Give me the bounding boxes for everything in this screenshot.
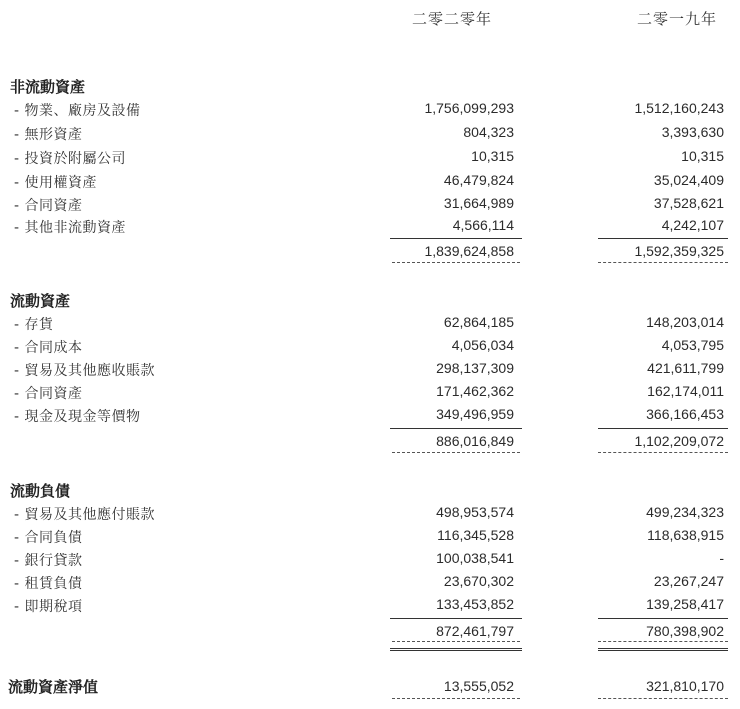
subtotal-underline (392, 452, 520, 453)
table-row (0, 406, 740, 430)
value-2020: 31,664,989 (443, 195, 514, 211)
subtotal-underline (598, 452, 728, 453)
value-2019: 499,234,323 (646, 504, 724, 520)
value-2020: 4,566,114 (452, 217, 514, 233)
value-2020: 116,345,528 (437, 527, 514, 543)
section-title-current-liabilities: 流動負債 (10, 482, 71, 500)
value-2020: 46,479,824 (443, 172, 514, 188)
value-2020: 10,315 (471, 148, 514, 164)
value-2020: 100,038,541 (436, 550, 514, 566)
subtotal-underline (598, 262, 728, 263)
table-row (0, 550, 740, 574)
double-rule (598, 648, 728, 651)
row-label: - 租賃負債 (14, 576, 83, 592)
value-2020: 4,056,034 (451, 337, 514, 353)
value-2019: 139,258,417 (646, 596, 724, 612)
value-2020: 133,453,852 (436, 596, 514, 612)
value-2019: 4,053,795 (661, 337, 724, 353)
value-2020: 498,953,574 (436, 504, 514, 520)
subtotal-rule (390, 428, 522, 429)
net-underline (392, 698, 520, 699)
value-2019: 148,203,014 (646, 314, 724, 330)
row-label: - 無形資產 (14, 127, 83, 143)
value-2020: 171,462,362 (436, 383, 514, 399)
subtotal-rule (598, 618, 728, 619)
value-2019: 3,393,630 (661, 124, 724, 140)
subtotal-underline (392, 641, 520, 642)
row-label: - 使用權資產 (14, 175, 98, 191)
value-2019: 366,166,453 (646, 406, 724, 422)
double-rule (390, 648, 522, 651)
column-header-2020: 二零二零年 (412, 10, 493, 28)
row-label: - 貿易及其他應收賬款 (14, 363, 156, 379)
value-2019: 35,024,409 (653, 172, 724, 188)
value-2019: 10,315 (681, 148, 724, 164)
table-row (0, 360, 740, 384)
subtotal-2019: 780,398,902 (646, 623, 724, 639)
subtotal-underline (598, 641, 728, 642)
row-label: - 投資於附屬公司 (14, 151, 127, 167)
subtotal-2019: 1,592,359,325 (634, 243, 724, 259)
column-header-2019: 二零一九年 (637, 10, 718, 28)
value-2020: 23,670,302 (443, 573, 514, 589)
subtotal-rule (598, 238, 728, 239)
value-2020: 1,756,099,293 (424, 100, 514, 116)
row-label: - 其他非流動資產 (14, 220, 127, 236)
subtotal-underline (392, 262, 520, 263)
value-2020: 298,137,309 (436, 360, 514, 376)
value-2019: 162,174,011 (647, 383, 724, 399)
row-label: - 合同資產 (14, 198, 83, 214)
table-row (0, 195, 740, 219)
value-2020: 62,864,185 (443, 314, 514, 330)
table-row (0, 100, 740, 124)
subtotal-rule (598, 428, 728, 429)
table-row (0, 314, 740, 338)
section-title-noncurrent-assets: 非流動資產 (10, 78, 86, 96)
row-label: - 存貨 (14, 317, 54, 333)
row-label: - 即期稅項 (14, 599, 83, 615)
value-2020: 804,323 (463, 124, 514, 140)
section-title-current-assets: 流動資產 (10, 292, 71, 310)
value-2019: 23,267,247 (653, 573, 724, 589)
table-row (0, 383, 740, 407)
value-2019: - (719, 550, 724, 566)
net-current-assets-label: 流動資產淨值 (8, 678, 99, 696)
table-row (0, 148, 740, 172)
table-row (0, 504, 740, 528)
row-label: - 銀行貸款 (14, 553, 83, 569)
table-row (0, 527, 740, 551)
value-2019: 37,528,621 (653, 195, 724, 211)
value-2019: 118,638,915 (647, 527, 724, 543)
net-underline (598, 698, 728, 699)
table-row (0, 573, 740, 597)
value-2020: 349,496,959 (436, 406, 514, 422)
table-row (0, 337, 740, 361)
row-label: - 貿易及其他應付賬款 (14, 507, 156, 523)
value-2019: 421,611,799 (647, 360, 724, 376)
subtotal-2020: 872,461,797 (436, 623, 514, 639)
table-row (0, 124, 740, 148)
net-current-assets-2019: 321,810,170 (646, 678, 724, 694)
row-label: - 合同資產 (14, 386, 83, 402)
value-2019: 4,242,107 (661, 217, 724, 233)
row-label: - 合同成本 (14, 340, 83, 356)
subtotal-2019: 1,102,209,072 (634, 433, 724, 449)
value-2019: 1,512,160,243 (634, 100, 724, 116)
row-label: - 物業、廠房及設備 (14, 103, 141, 119)
row-label: - 現金及現金等價物 (14, 409, 141, 425)
table-row (0, 596, 740, 620)
table-row (0, 172, 740, 196)
row-label: - 合同負債 (14, 530, 83, 546)
subtotal-2020: 886,016,849 (436, 433, 514, 449)
subtotal-rule (390, 618, 522, 619)
net-current-assets-2020: 13,555,052 (443, 678, 514, 694)
subtotal-rule (390, 238, 522, 239)
subtotal-2020: 1,839,624,858 (424, 243, 514, 259)
